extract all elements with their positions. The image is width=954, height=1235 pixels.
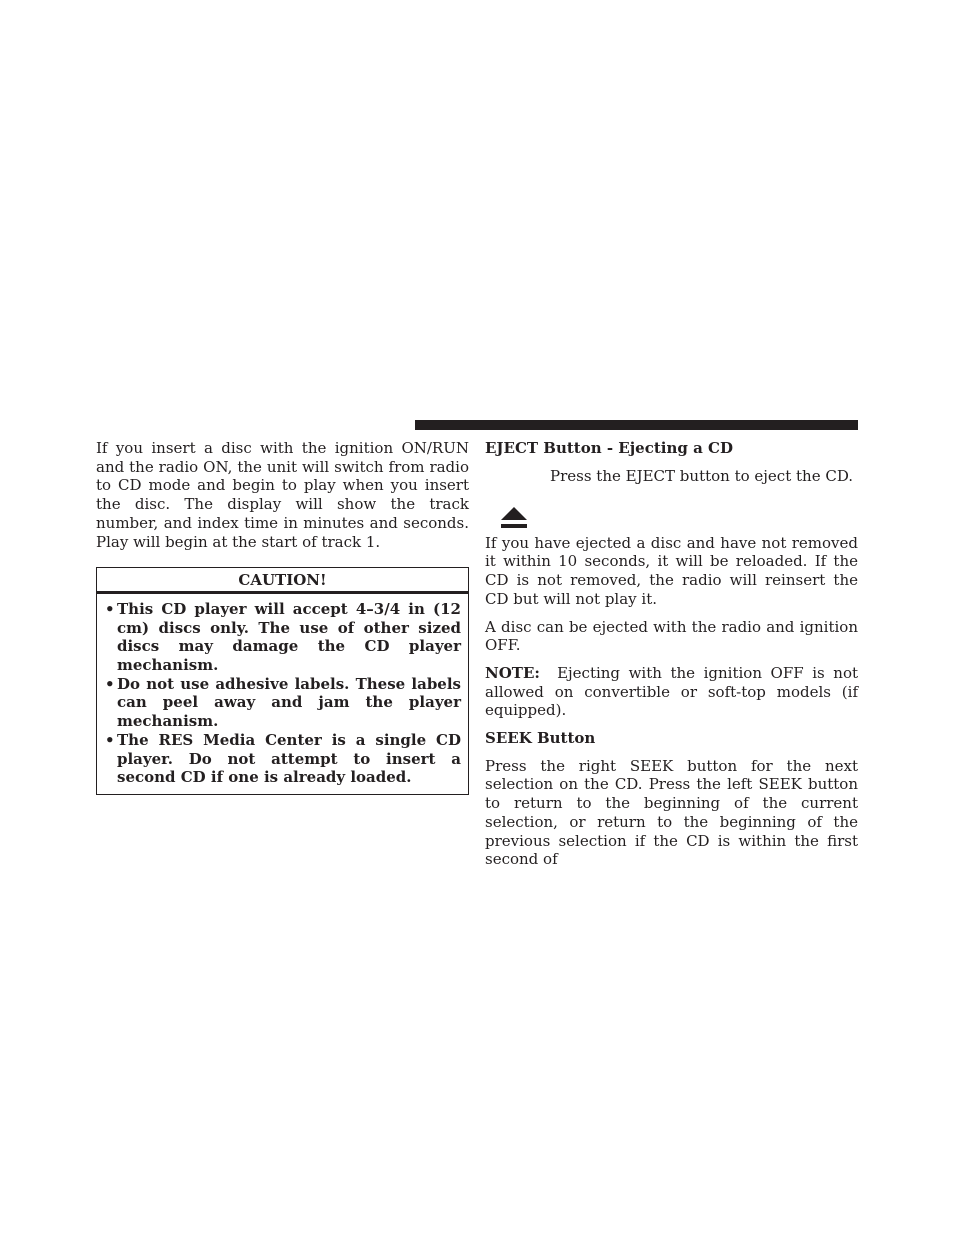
note-label: NOTE: <box>485 663 540 682</box>
caution-list <box>97 594 468 794</box>
seek-heading: SEEK Button <box>485 729 596 748</box>
section-header-rule <box>415 420 858 430</box>
bullet: • <box>105 599 115 618</box>
caution-item-text: Do not use adhesive labels. These labels can peel away and jam the player mechanism. <box>117 674 461 731</box>
eject-instruction: Press the EJECT button to eject the CD. <box>550 466 854 485</box>
note-paragraph <box>485 664 858 720</box>
eject-icon <box>499 503 529 531</box>
note-text: Ejecting with the ignition OFF is not allowed on convertible or soft-top models (if equipped). <box>485 663 858 720</box>
caution-title: CAUTION! <box>97 568 468 594</box>
caution-item <box>104 600 461 675</box>
ignition-off-paragraph: A disc can be ejected with the radio and ignition OFF. <box>485 617 858 655</box>
caution-box <box>96 567 469 795</box>
right-column <box>485 439 858 869</box>
seek-paragraph: Press the right SEEK button for the next selection on the CD. Press the left SEEK button to return to the beginning of the current selection, or return to the beginning of the previous selection if the CD is within the first second of <box>485 756 858 869</box>
caution-item-text: The RES Media Center is a single CD player. Do not attempt to insert a second CD if one is already loaded. <box>117 730 461 787</box>
reload-paragraph: If you have ejected a disc and have not removed it within 10 seconds, it will be reloaded. If the CD is not removed, the radio will reinsert the CD but will not play it. <box>485 533 858 608</box>
eject-row <box>485 458 858 534</box>
caution-item <box>104 675 461 731</box>
bullet: • <box>105 730 115 749</box>
bullet: • <box>105 674 115 693</box>
caution-item <box>104 731 461 787</box>
left-column <box>96 439 469 795</box>
caution-item-text: This CD player will accept 4–3/4 in (12 cm) discs only. The use of other sized discs may damage the CD player mechanism. <box>117 599 461 675</box>
eject-heading: EJECT Button - Ejecting a CD <box>485 439 733 457</box>
intro-paragraph: If you insert a disc with the ignition ON/RUN and the radio ON, the unit will switch from radio to CD mode and begin to play when you insert the disc. The display will show the track number, and index time in minutes and seconds. Play will begin at the start of track 1. <box>96 439 469 551</box>
